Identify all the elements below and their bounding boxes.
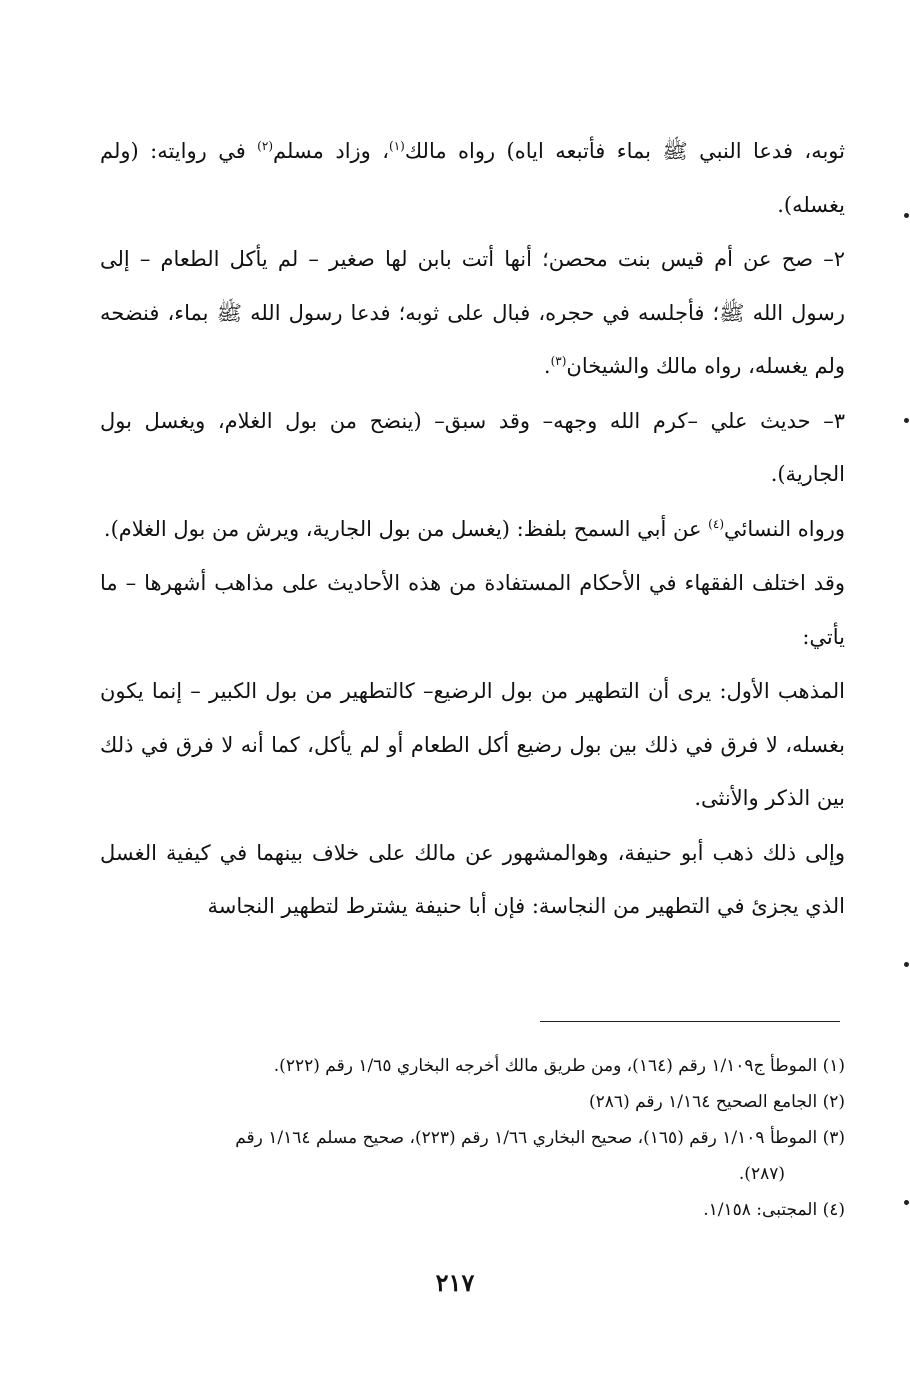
margin-mark [904, 418, 909, 423]
paragraph-1-text-b: ، وزاد مسلم [273, 139, 390, 163]
footnote-4: (٤) المجتبى: ١/١٥٨. [703, 1200, 845, 1220]
footnote-ref-4: (٤) [708, 516, 724, 531]
margin-mark [904, 213, 909, 218]
paragraph-2-text: ٢– صح عن أم قيس بنت محصن؛ أنها أتت بابن لها صغير – لم يأكل الطعام – إلى رسول الله ﷺ؛ فأجلسه في حجره، فبال على ثوبه؛ فدعا رسول الله ﷺ بماء، فنضحه ولم يغسله، رواه مالك والشيخان [100, 247, 845, 378]
paragraph-2 [100, 233, 845, 394]
paragraph-4-text-a: ورواه النسائي [724, 516, 845, 541]
paragraph-4-text-b: عن أبي السمح بلفظ: (يغسل من بول الجارية، ويرش من بول الغلام). [103, 516, 709, 541]
paragraph-1 [100, 125, 845, 232]
footnote-ref-1: (١) [389, 139, 405, 153]
paragraph-4 [100, 503, 845, 557]
footnote-2: (٢) الجامع الصحيح ١/١٦٤ رقم (٢٨٦) [589, 1092, 845, 1112]
paragraph-1-text-c: في روايته: (ولم يغسله). [100, 139, 845, 217]
paragraph-7: وإلى ذلك ذهب أبو حنيفة، وهوالمشهور عن مالك على خلاف بينهما في كيفية الغسل الذي يجزئ في التطهير من النجاسة: فإن أبا حنيفة يشترط لتطهير النجاسة [100, 840, 845, 918]
page-number: ٢١٧ [435, 1268, 475, 1297]
footnote-1: (١) الموطأ ج١/١٠٩ رقم (١٦٤)، ومن طريق مالك أخرجه البخاري ١/٦٥ رقم (٢٢٢). [273, 1056, 845, 1076]
footnote-ref-2: (٢) [257, 139, 273, 153]
footnote-ref-3: (٣) [550, 354, 567, 368]
paragraph-5: وقد اختلف الفقهاء في الأحكام المستفادة من هذه الأحاديث على مذاهب أشهرها – ما يأتي: [100, 571, 845, 649]
paragraph-6: المذهب الأول: يرى أن التطهير من بول الرضيع– كالتطهير من بول الكبير – إنما يكون بغسله، لا فرق في ذلك بين بول رضيع أكل الطعام أو لم يأكل، كما أنه لا فرق في ذلك بين الذكر والأنثى. [100, 679, 845, 810]
footnote-3: (٣) الموطأ ١/١٠٩ رقم (١٦٥)، صحيح البخاري ١/٦٦ رقم (٢٢٣)، صحيح مسلم ١/١٦٤ رقم [235, 1128, 845, 1148]
main-text [100, 125, 845, 935]
paragraph-1-text-a: ثوبه، فدعا النبي ﷺ بماء فأتبعه اياه) رواه مالك [404, 139, 845, 163]
margin-mark [904, 1200, 909, 1205]
footnotes [100, 1048, 845, 1228]
paragraph-3: ٣– حديث علي –كرم الله وجهه– وقد سبق– (ينضح من بول الغلام، ويغسل بول الجارية). [100, 408, 845, 486]
paragraph-2-end: . [543, 354, 551, 378]
footnote-divider [540, 1021, 840, 1022]
margin-mark [904, 962, 909, 967]
footnote-3-continued: (٢٨٧). [738, 1164, 785, 1184]
